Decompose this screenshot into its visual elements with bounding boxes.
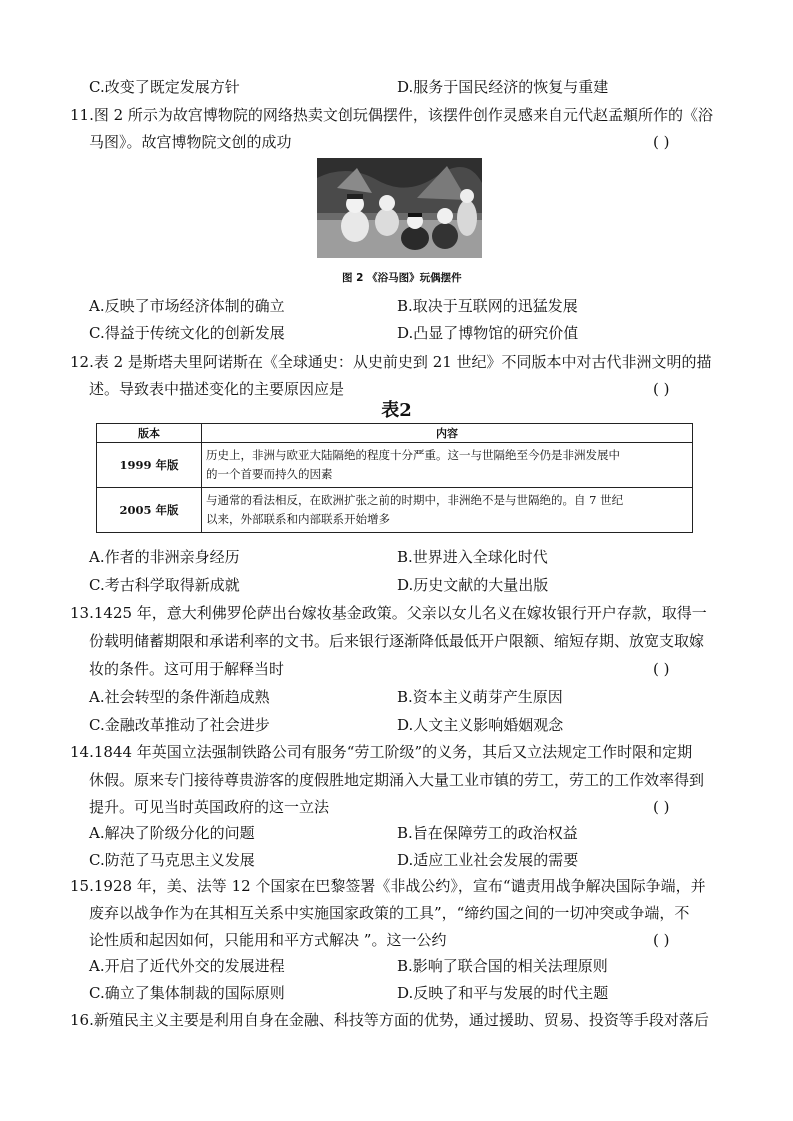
q12-option-d: D.历史文献的大量出版 bbox=[397, 576, 549, 594]
q13-option-c: C.金融改革推动了社会进步 bbox=[89, 716, 270, 734]
q14-option-d: D.适应工业社会发展的需要 bbox=[397, 851, 579, 869]
table-cell-version: 1999 年版 bbox=[97, 443, 202, 488]
q11-answer-paren: ( ) bbox=[653, 133, 670, 151]
q15-stem-line3: 论性质和起因如何，只能用和平方式解决 ”。这一公约 bbox=[89, 931, 447, 949]
table-header-row bbox=[97, 424, 693, 443]
q15-option-b: B.影响了联合国的相关法理原则 bbox=[397, 957, 608, 975]
q12-option-b: B.世界进入全球化时代 bbox=[397, 548, 548, 566]
q11-option-a: A.反映了市场经济体制的确立 bbox=[89, 297, 285, 315]
q10-option-d: D.服务于国民经济的恢复与重建 bbox=[397, 78, 609, 96]
q14-option-b: B.旨在保障劳工的政治权益 bbox=[397, 824, 578, 842]
q13-answer-paren: ( ) bbox=[653, 660, 670, 678]
q15-option-a: A.开启了近代外交的发展进程 bbox=[89, 957, 285, 975]
table-cell-content-line: 的一个首要而持久的因素 bbox=[206, 467, 333, 481]
q12-stem-line1: 12.表 2 是斯塔夫里阿诺斯在《全球通史：从史前史到 21 世纪》不同版本中对古代非洲文明的描 bbox=[70, 353, 712, 371]
table-header-content: 内容 bbox=[202, 424, 693, 443]
table-cell-content bbox=[202, 488, 693, 533]
table-cell-content-line: 历史上，非洲与欧亚大陆隔绝的程度十分严重。这一与世隔绝至今仍是非洲发展中 bbox=[206, 448, 620, 462]
q13-stem-line2: 份载明储蓄期限和承诺利率的文书。后来银行逐渐降低最低开户限额、缩短存期、放宽支取嫁 bbox=[89, 632, 705, 650]
q13-option-b: B.资本主义萌芽产生原因 bbox=[397, 688, 563, 706]
q12-option-a: A.作者的非洲亲身经历 bbox=[89, 548, 240, 566]
q14-stem-line2: 休假。原来专门接待尊贵游客的度假胜地定期涌入大量工业市镇的劳工，劳工的工作效率得到 bbox=[89, 771, 705, 789]
q14-stem-line1: 14.1844 年英国立法强制铁路公司有服务“劳工阶级”的义务，其后又立法规定工作时限和定期 bbox=[70, 743, 693, 761]
table-header-version: 版本 bbox=[97, 424, 202, 443]
table-row bbox=[97, 443, 693, 488]
q11-option-c: C.得益于传统文化的创新发展 bbox=[89, 324, 285, 342]
table-cell-version: 2005 年版 bbox=[97, 488, 202, 533]
q13-stem-line3: 妆的条件。这可用于解释当时 bbox=[89, 660, 285, 678]
q14-option-a: A.解决了阶级分化的问题 bbox=[89, 824, 255, 842]
q15-stem-line2: 废弃以战争作为在其相互关系中实施国家政策的工具”，“缔约国之间的一切冲突或争端，不 bbox=[89, 904, 690, 922]
figure-2-caption: 图 2 《浴马图》玩偶摆件 bbox=[342, 272, 462, 284]
q12-option-c: C.考古科学取得新成就 bbox=[89, 576, 240, 594]
q15-stem-line1: 15.1928 年，美、法等 12 个国家在巴黎签署《非战公约》，宣布“谴责用战争解决国际争端，并 bbox=[70, 877, 706, 895]
table-2 bbox=[96, 423, 693, 533]
q12-stem-line2: 述。导致表中描述变化的主要原因应是 bbox=[89, 380, 345, 398]
table-row bbox=[97, 488, 693, 533]
q15-answer-paren: ( ) bbox=[653, 931, 670, 949]
q14-option-c: C.防范了马克思主义发展 bbox=[89, 851, 255, 869]
table-2-title: 表2 bbox=[381, 400, 412, 421]
q15-option-c: C.确立了集体制裁的国际原则 bbox=[89, 984, 285, 1002]
table-cell-content bbox=[202, 443, 693, 488]
q15-option-d: D.反映了和平与发展的时代主题 bbox=[397, 984, 609, 1002]
q11-option-b: B.取决于互联网的迅猛发展 bbox=[397, 297, 578, 315]
table-cell-content-line: 与通常的看法相反，在欧洲扩张之前的时期中，非洲绝不是与世隔绝的。自 7 世纪 bbox=[206, 493, 624, 507]
q14-stem-line3: 提升。可见当时英国政府的这一立法 bbox=[89, 798, 330, 816]
q12-answer-paren: ( ) bbox=[653, 380, 670, 398]
q14-answer-paren: ( ) bbox=[653, 798, 670, 816]
q10-option-c: C.改变了既定发展方针 bbox=[89, 78, 240, 96]
q11-option-d: D.凸显了博物馆的研究价值 bbox=[397, 324, 579, 342]
q13-option-d: D.人文主义影响婚姻观念 bbox=[397, 716, 564, 734]
q13-option-a: A.社会转型的条件渐趋成熟 bbox=[89, 688, 270, 706]
q16-stem-line1: 16.新殖民主义主要是利用自身在金融、科技等方面的优势，通过援助、贸易、投资等手段对落后 bbox=[70, 1011, 709, 1029]
q13-stem-line1: 13.1425 年，意大利佛罗伦萨出台嫁妆基金政策。父亲以女儿名义在嫁妆银行开户存款，取得一 bbox=[70, 604, 707, 622]
q11-stem-line1: 11.图 2 所示为故宫博物院的网络热卖文创玩偶摆件，该摆件创作灵感来自元代赵孟頫所作的《浴 bbox=[70, 106, 713, 124]
q11-stem-line2: 马图》。故宫博物院文创的成功 bbox=[89, 133, 292, 151]
figure-2-doll-photo bbox=[317, 158, 482, 258]
table-cell-content-line: 以来，外部联系和内部联系开始增多 bbox=[206, 512, 390, 526]
